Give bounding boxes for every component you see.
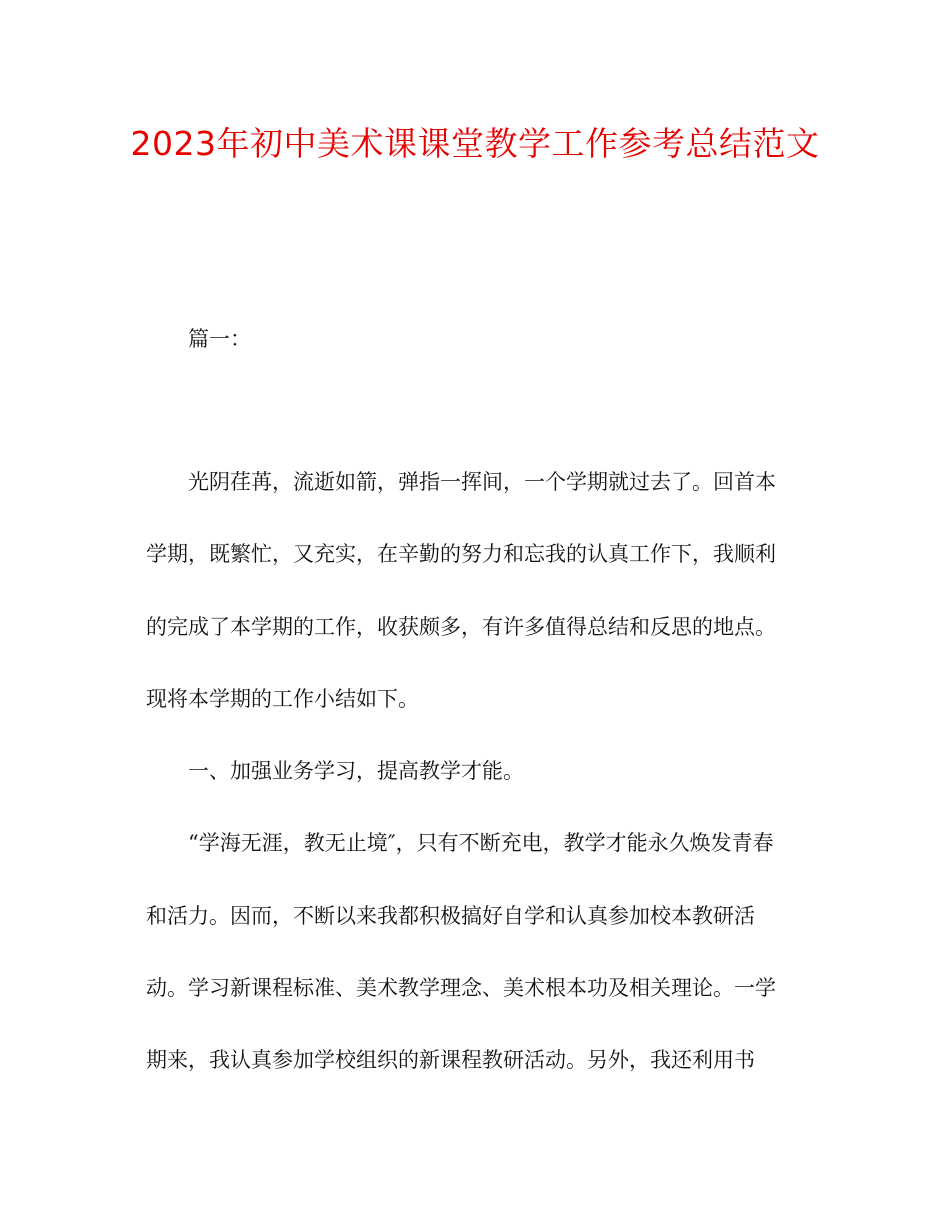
paragraph-line: 和活力。因而，不断以来我都积极搞好自学和认真参加校本教研活 [146, 904, 755, 928]
section-heading: 一、加强业务学习，提高教学才能。 [188, 759, 524, 783]
paragraph-line: 光阴荏苒，流逝如箭，弹指一挥间，一个学期就过去了。回首本 [188, 470, 776, 494]
paragraph-line: 动。学习新课程标准、美术教学理念、美术根本功及相关理论。一学 [146, 976, 776, 1000]
document-title: 2023年初中美术课课堂教学工作参考总结范文 [130, 124, 820, 163]
paragraph-line: 期来，我认真参加学校组织的新课程教研活动。另外，我还利用书 [146, 1048, 755, 1072]
paragraph-line: 学期，既繁忙，又充实，在辛勤的努力和忘我的认真工作下，我顺利 [146, 542, 776, 566]
paragraph-line: 现将本学期的工作小结如下。 [146, 687, 419, 711]
paragraph-line: 的完成了本学期的工作，收获颇多，有许多值得总结和反思的地点。 [146, 615, 776, 639]
paragraph-line: “学海无涯，教无止境″，只有不断充电，教学才能永久焕发青春 [188, 831, 774, 855]
section-label: 篇一： [188, 327, 251, 351]
